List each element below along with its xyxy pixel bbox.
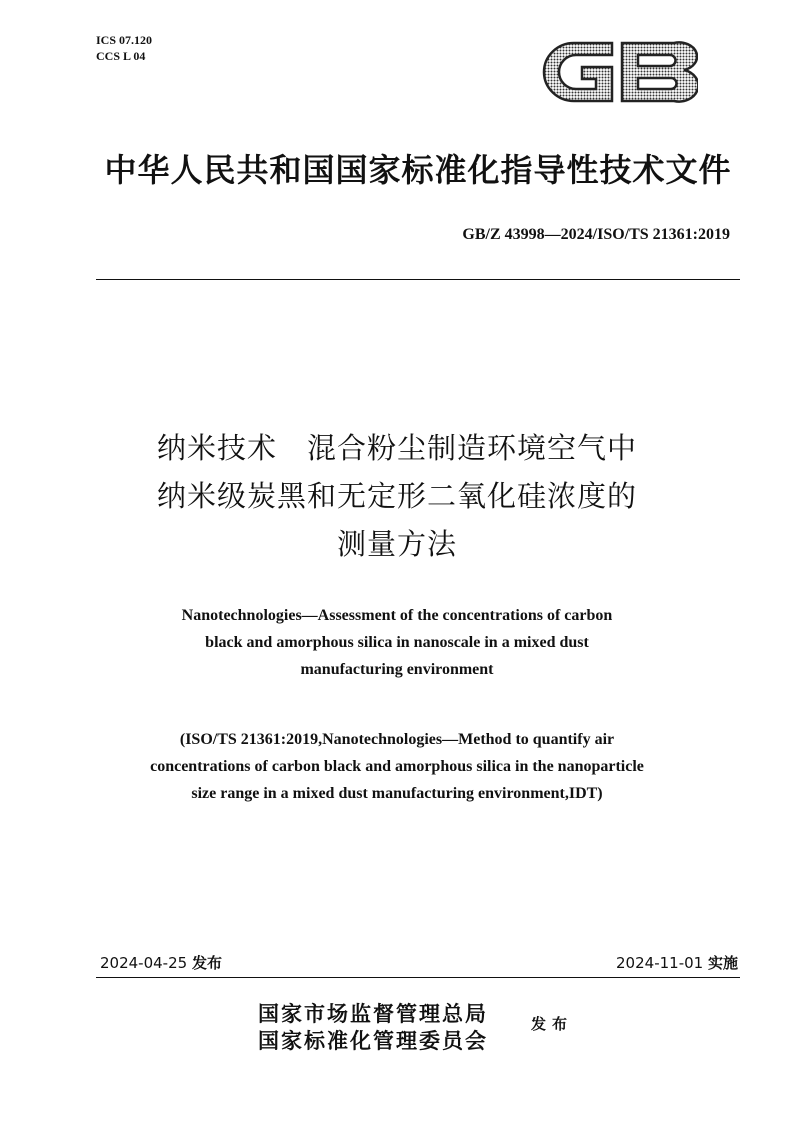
title-iso-line: concentrations of carbon black and amorphous silica in the nanoparticle [150, 758, 644, 775]
title-cn-line: 测量方法 [336, 527, 457, 561]
ics-code: ICS 07.120 [96, 33, 153, 47]
top-divider [96, 279, 740, 280]
title-cn-line: 纳米技术 混合粉尘制造环境空气中 [156, 431, 637, 465]
classification-codes [96, 32, 152, 64]
title-cn-line: 纳米级炭黑和无定形二氧化硅浓度的 [156, 479, 637, 513]
title-en-line: black and amorphous silica in nanoscale in a mixed dust [205, 634, 589, 651]
bottom-divider [96, 977, 740, 978]
title-iso-line: (ISO/TS 21361:2019,Nanotechnologies—Method to quantify air [179, 731, 615, 748]
standard-type-heading: 中华人民共和国国家标准化指导性技术文件 [104, 151, 732, 189]
title-en-line: manufacturing environment [300, 661, 494, 678]
publish-date-line [100, 953, 222, 973]
issue-label: 发布 [531, 1015, 574, 1033]
title-english [80, 602, 714, 683]
issuer-name: 国家市场监督管理总局 [258, 1001, 488, 1026]
title-iso-line: size range in a mixed dust manufacturing environment,IDT) [191, 785, 603, 802]
title-en-line: Nanotechnologies—Assessment of the concentrations of carbon [181, 607, 613, 624]
implement-label: 实施 [707, 954, 738, 972]
issuer-name: 国家标准化管理委员会 [258, 1028, 488, 1053]
implement-date: 2024-11-01 [616, 954, 704, 972]
publish-date: 2024-04-25 [100, 954, 188, 972]
publish-label: 发布 [191, 954, 222, 972]
ccs-code: CCS L 04 [96, 49, 146, 63]
gb-logo [538, 37, 698, 107]
issuing-authorities [258, 1000, 488, 1054]
title-chinese [60, 424, 734, 568]
standard-number: GB/Z 43998—2024/ISO/TS 21361:2019 [462, 226, 730, 243]
title-iso-equivalent [80, 726, 714, 807]
implement-date-line [616, 953, 738, 973]
